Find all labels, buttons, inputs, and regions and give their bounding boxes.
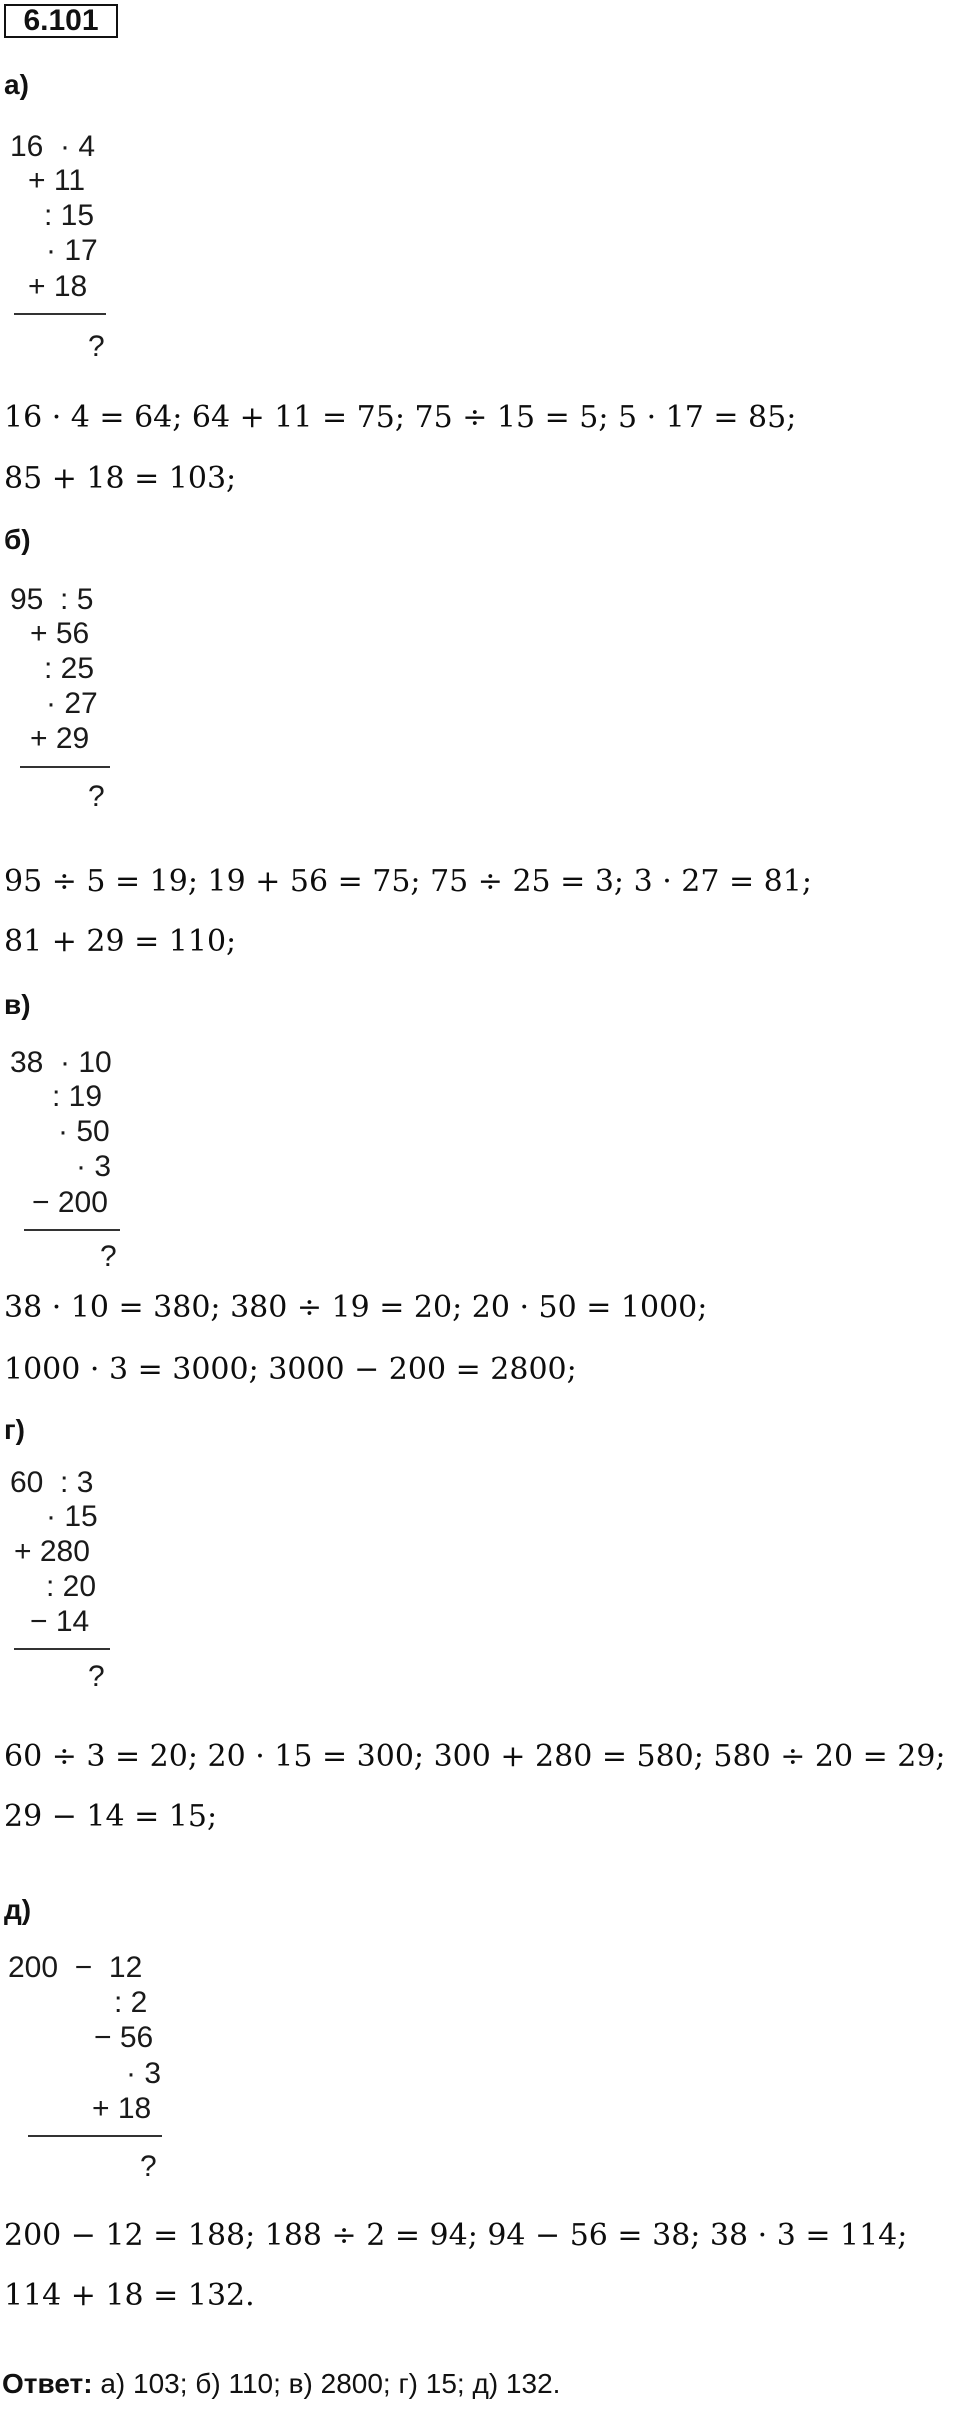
calc-g-line-2: 29 − 14 = 15; [4, 1799, 218, 1834]
scheme-b-line-2: + 56 [30, 617, 90, 650]
scheme-g-line-4: : 20 [46, 1570, 97, 1603]
scheme-d-line-3: − 56 [94, 2021, 154, 2054]
scheme-d-divider [28, 2135, 162, 2137]
scheme-g-line-5: − 14 [30, 1605, 90, 1638]
answer-line [2, 2366, 560, 2402]
calc-d-line-1: 200 − 12 = 188; 188 ÷ 2 = 94; 94 − 56 = 38; 38 · 3 = 114; [4, 2218, 908, 2253]
scheme-a-line-2: + 11 [28, 164, 85, 197]
scheme-g-divider [14, 1648, 110, 1650]
scheme-b-divider [20, 766, 110, 768]
scheme-v-line-4: · 3 [76, 1150, 112, 1183]
scheme-a-line-4: · 17 [46, 234, 98, 267]
answer-text: а) 103; б) 110; в) 2800; г) 15; д) 132. [92, 2368, 561, 2399]
scheme-v-line-1: 38 · 10 [10, 1046, 112, 1079]
scheme-b-question: ? [88, 780, 105, 813]
section-label-b: б) [4, 524, 31, 555]
calc-a-line-1: 16 · 4 = 64; 64 + 11 = 75; 75 ÷ 15 = 5; 5 · 17 = 85; [4, 400, 797, 435]
calc-v-line-1: 38 · 10 = 380; 380 ÷ 19 = 20; 20 · 50 = 1000; [4, 1290, 708, 1325]
calc-b-line-2: 81 + 29 = 110; [4, 924, 237, 959]
scheme-b-line-5: + 29 [30, 722, 90, 755]
scheme-b-line-1: 95 : 5 [10, 583, 94, 616]
scheme-g-line-3: + 280 [14, 1535, 90, 1568]
scheme-g-question: ? [88, 1660, 105, 1693]
scheme-a-question: ? [88, 330, 105, 363]
problem-number: 6.101 [4, 4, 118, 38]
scheme-b-line-3: : 25 [44, 652, 95, 685]
scheme-d-line-4: · 3 [126, 2057, 162, 2090]
scheme-v-line-3: · 50 [58, 1115, 110, 1148]
calc-v-line-2: 1000 · 3 = 3000; 3000 − 200 = 2800; [4, 1352, 577, 1387]
calc-a-line-2: 85 + 18 = 103; [4, 461, 237, 496]
scheme-a-line-3: : 15 [44, 199, 95, 232]
scheme-b-line-4: · 27 [46, 687, 98, 720]
calc-b-line-1: 95 ÷ 5 = 19; 19 + 56 = 75; 75 ÷ 25 = 3; 3 · 27 = 81; [4, 864, 812, 899]
section-label-g: г) [4, 1414, 25, 1445]
calc-d-line-2: 114 + 18 = 132. [4, 2278, 255, 2313]
scheme-v-divider [24, 1229, 120, 1231]
scheme-a-line-5: + 18 [28, 270, 88, 303]
scheme-d-line-1: 200 − 12 [8, 1951, 143, 1984]
answer-label: Ответ: [2, 2368, 93, 2399]
scheme-g-line-1: 60 : 3 [10, 1466, 94, 1499]
scheme-a-divider [14, 313, 106, 315]
scheme-g-line-2: · 15 [46, 1500, 98, 1533]
scheme-d-line-5: + 18 [92, 2092, 152, 2125]
scheme-a-line-1: 16 · 4 [10, 130, 96, 163]
scheme-v-line-5: − 200 [32, 1186, 108, 1219]
section-label-a: а) [4, 69, 29, 100]
section-label-d: д) [4, 1894, 32, 1925]
scheme-v-line-2: : 19 [52, 1080, 103, 1113]
scheme-d-line-2: : 2 [114, 1986, 148, 2019]
calc-g-line-1: 60 ÷ 3 = 20; 20 · 15 = 300; 300 + 280 = 580; 580 ÷ 20 = 29; [4, 1739, 946, 1774]
section-label-v: в) [4, 989, 31, 1020]
scheme-v-question: ? [100, 1240, 117, 1273]
scheme-d-question: ? [140, 2150, 157, 2183]
